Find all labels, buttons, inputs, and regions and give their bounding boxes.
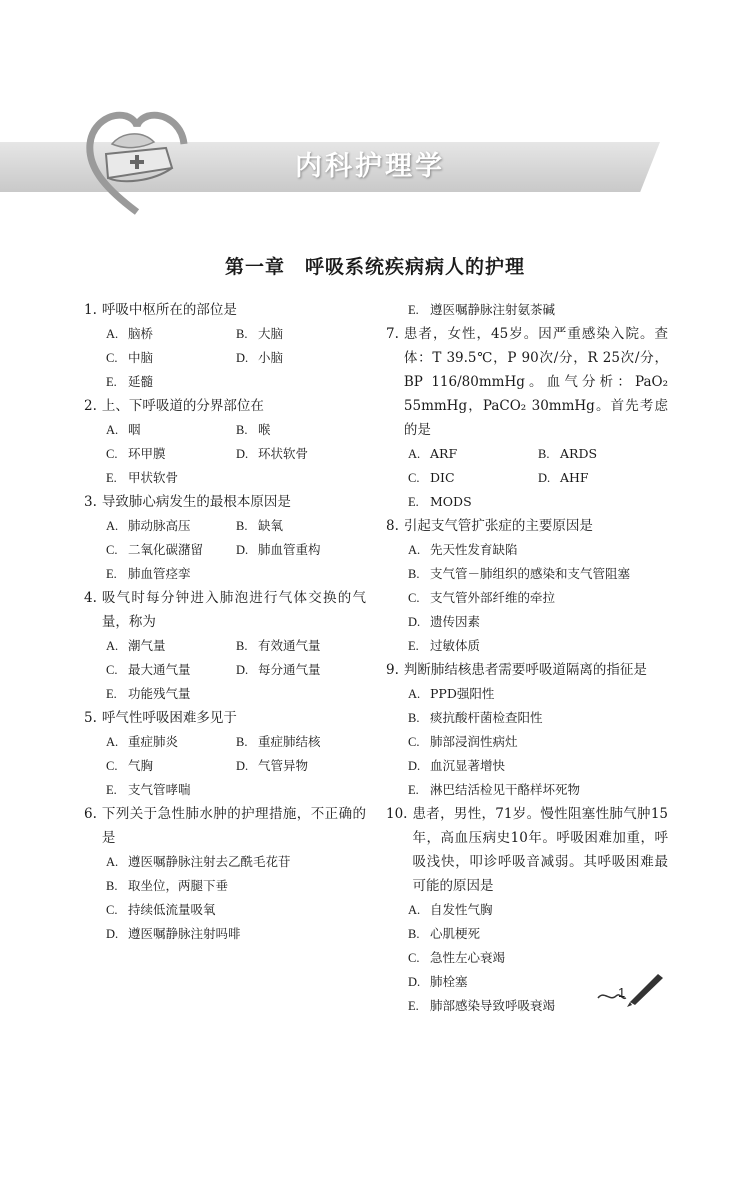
option-item bbox=[106, 322, 236, 346]
option-text: 二氧化碳潴留 bbox=[128, 542, 204, 557]
question-number: 5. bbox=[84, 710, 97, 726]
option-letter: B. bbox=[408, 567, 420, 581]
option-text: 重症肺炎 bbox=[128, 734, 179, 749]
option-text: 大脑 bbox=[258, 326, 284, 341]
option-item bbox=[106, 562, 191, 586]
option-text: 延髓 bbox=[128, 374, 154, 389]
option-letter: D. bbox=[236, 351, 249, 365]
option-text: MODS bbox=[430, 494, 472, 509]
option-text: AHF bbox=[560, 470, 589, 485]
option-text: 气胸 bbox=[128, 758, 154, 773]
option-letter: E. bbox=[106, 687, 117, 701]
option-text: 急性左心衰竭 bbox=[430, 950, 506, 965]
question-text: 导致肺心病发生的最根本原因是 bbox=[101, 494, 291, 510]
option-item bbox=[236, 418, 366, 442]
option-letter: E. bbox=[408, 999, 419, 1013]
question-number: 1. bbox=[84, 302, 97, 318]
option-text: 有效通气量 bbox=[258, 638, 321, 653]
question-number: 3. bbox=[84, 494, 97, 510]
option-row bbox=[386, 682, 668, 706]
option-item bbox=[106, 466, 178, 490]
option-text: 缺氧 bbox=[258, 518, 284, 533]
option-letter: C. bbox=[106, 903, 118, 917]
option-item bbox=[538, 466, 668, 490]
question-stem bbox=[84, 490, 366, 514]
question-text: 患者，男性，71岁。慢性阻塞性肺气肿15年，高血压病史10年。呼吸困难加重，呼吸浅快，叩诊呼吸音减弱。其呼吸困难最可能的原因是 bbox=[412, 806, 668, 894]
question-item bbox=[84, 394, 366, 490]
option-row bbox=[386, 898, 668, 922]
option-text: 心肌梗死 bbox=[430, 926, 481, 941]
option-row bbox=[386, 586, 668, 610]
option-text: 肺动脉高压 bbox=[128, 518, 191, 533]
option-letter: B. bbox=[408, 711, 420, 725]
option-text: 支气管哮喘 bbox=[128, 782, 191, 797]
option-row bbox=[84, 898, 366, 922]
option-item bbox=[408, 922, 480, 946]
question-text: 患者，女性，45岁。因严重感染入院。查体：T 39.5℃，P 90次/分，R 25次/分，BP 116/80mmHg。血气分析：PaO₂ 55mmHg，PaCO₂ 30mmHg。首先考虑的是 bbox=[403, 326, 668, 438]
option-letter: D. bbox=[236, 663, 249, 677]
option-letter: A. bbox=[106, 519, 119, 533]
question-text: 判断肺结核患者需要呼吸道隔离的指征是 bbox=[403, 662, 647, 678]
option-letter: A. bbox=[106, 855, 119, 869]
option-letter: E. bbox=[408, 495, 419, 509]
option-text: 痰抗酸杆菌检查阳性 bbox=[430, 710, 543, 725]
option-letter: B. bbox=[236, 735, 248, 749]
option-row bbox=[84, 418, 366, 442]
option-row bbox=[386, 706, 668, 730]
option-letter: E. bbox=[408, 783, 419, 797]
option-item bbox=[236, 754, 366, 778]
option-item bbox=[236, 634, 366, 658]
option-item bbox=[236, 658, 366, 682]
question-text: 呼气性呼吸困难多见于 bbox=[101, 710, 237, 726]
option-item bbox=[538, 442, 668, 466]
option-letter: E. bbox=[106, 471, 117, 485]
option-letter: C. bbox=[106, 543, 118, 557]
option-letter: E. bbox=[408, 303, 419, 317]
option-text: PPD强阳性 bbox=[430, 686, 495, 701]
question-stem bbox=[386, 802, 668, 898]
option-text: 肺栓塞 bbox=[430, 974, 468, 989]
option-letter: A. bbox=[408, 543, 421, 557]
option-text: 遵医嘱静脉注射吗啡 bbox=[128, 926, 241, 941]
option-letter: A. bbox=[106, 327, 119, 341]
question-item bbox=[84, 490, 366, 586]
option-item bbox=[408, 490, 472, 514]
option-row bbox=[84, 466, 366, 490]
option-row bbox=[386, 538, 668, 562]
option-item bbox=[106, 634, 236, 658]
option-item bbox=[408, 898, 493, 922]
option-row bbox=[84, 754, 366, 778]
option-letter: D. bbox=[236, 447, 249, 461]
option-item bbox=[106, 850, 291, 874]
option-text: 肺部感染导致呼吸衰竭 bbox=[430, 998, 556, 1013]
question-stem bbox=[386, 514, 668, 538]
option-letter: D. bbox=[236, 759, 249, 773]
option-item bbox=[236, 538, 366, 562]
option-text: 甲状软骨 bbox=[128, 470, 179, 485]
page-number: 1 bbox=[618, 985, 626, 1000]
option-letter: C. bbox=[106, 351, 118, 365]
option-text: 肺部浸润性病灶 bbox=[430, 734, 518, 749]
question-stem bbox=[84, 298, 366, 322]
option-row bbox=[84, 538, 366, 562]
option-text: 最大通气量 bbox=[128, 662, 191, 677]
option-text: ARDS bbox=[560, 446, 598, 461]
option-item bbox=[106, 778, 191, 802]
question-text: 吸气时每分钟进入肺泡进行气体交换的气量，称为 bbox=[101, 590, 366, 630]
option-row bbox=[386, 634, 668, 658]
question-stem bbox=[84, 586, 366, 634]
option-item bbox=[106, 898, 216, 922]
option-letter: B. bbox=[236, 639, 248, 653]
pen-icon bbox=[596, 968, 668, 1008]
option-letter: D. bbox=[408, 975, 421, 989]
option-item bbox=[106, 922, 241, 946]
option-text: 支气管外部纤维的牵拉 bbox=[430, 590, 556, 605]
chapter-title: 第一章 呼吸系统疾病病人的护理 bbox=[224, 256, 525, 278]
left-column bbox=[84, 298, 366, 946]
option-item bbox=[236, 346, 366, 370]
option-row bbox=[84, 874, 366, 898]
option-text: 过敏体质 bbox=[430, 638, 481, 653]
option-item bbox=[408, 682, 494, 706]
option-item bbox=[106, 682, 191, 706]
question-text: 下列关于急性肺水肿的护理措施，不正确的是 bbox=[101, 806, 366, 846]
option-letter: A. bbox=[408, 447, 421, 461]
option-row bbox=[84, 442, 366, 466]
option-letter: D. bbox=[106, 927, 119, 941]
option-letter: C. bbox=[408, 951, 420, 965]
option-item bbox=[236, 322, 366, 346]
option-row bbox=[84, 658, 366, 682]
option-row bbox=[386, 730, 668, 754]
option-item bbox=[106, 370, 153, 394]
option-item bbox=[236, 514, 366, 538]
option-text: 持续低流量吸氧 bbox=[128, 902, 216, 917]
option-letter: C. bbox=[106, 759, 118, 773]
question-number: 2. bbox=[84, 398, 97, 414]
option-text: 喉 bbox=[258, 422, 271, 437]
book-title: 内科护理学 bbox=[295, 151, 445, 182]
option-item bbox=[408, 538, 518, 562]
option-letter: B. bbox=[538, 447, 550, 461]
option-row bbox=[386, 442, 668, 466]
option-item bbox=[408, 946, 505, 970]
question-number: 7. bbox=[386, 326, 399, 342]
option-letter: D. bbox=[408, 759, 421, 773]
question-item bbox=[84, 802, 366, 946]
option-item bbox=[106, 658, 236, 682]
option-letter: B. bbox=[408, 927, 420, 941]
option-text: 潮气量 bbox=[128, 638, 166, 653]
question-item bbox=[84, 586, 366, 706]
option-row bbox=[386, 922, 668, 946]
option-letter: B. bbox=[236, 519, 248, 533]
option-row bbox=[386, 778, 668, 802]
option-letter: B. bbox=[106, 879, 118, 893]
option-item bbox=[408, 586, 555, 610]
option-text: 肺血管重构 bbox=[258, 542, 321, 557]
option-item bbox=[106, 874, 228, 898]
option-letter: B. bbox=[236, 423, 248, 437]
option-letter: D. bbox=[538, 471, 551, 485]
option-text: 遗传因素 bbox=[430, 614, 481, 629]
option-letter: A. bbox=[106, 735, 119, 749]
option-row bbox=[84, 682, 366, 706]
option-row bbox=[386, 610, 668, 634]
option-row bbox=[84, 346, 366, 370]
option-row bbox=[84, 322, 366, 346]
option-letter: C. bbox=[408, 735, 420, 749]
question-number: 8. bbox=[386, 518, 399, 534]
option-letter: E. bbox=[408, 639, 419, 653]
option-letter: D. bbox=[408, 615, 421, 629]
right-column bbox=[386, 298, 668, 1018]
option-letter: C. bbox=[106, 447, 118, 461]
question-stem bbox=[84, 802, 366, 850]
question-stem bbox=[84, 394, 366, 418]
question-item bbox=[386, 658, 668, 802]
option-text: 肺血管痉挛 bbox=[128, 566, 191, 581]
option-item bbox=[408, 706, 543, 730]
option-item bbox=[106, 418, 236, 442]
option-item bbox=[408, 634, 480, 658]
option-text: 遵医嘱静脉注射氨茶碱 bbox=[430, 302, 556, 317]
option-text: DIC bbox=[430, 470, 455, 485]
question-number: 4. bbox=[84, 590, 97, 606]
option-row bbox=[386, 298, 668, 322]
option-item bbox=[106, 538, 236, 562]
option-letter: B. bbox=[236, 327, 248, 341]
option-row bbox=[84, 730, 366, 754]
option-text: 血沉显著增快 bbox=[430, 758, 506, 773]
option-text: 环甲膜 bbox=[128, 446, 166, 461]
option-text: 淋巴结活检见干酪样坏死物 bbox=[430, 782, 581, 797]
option-text: 气管异物 bbox=[258, 758, 309, 773]
option-row bbox=[386, 466, 668, 490]
question-text: 上、下呼吸道的分界部位在 bbox=[101, 398, 264, 414]
option-text: 取坐位，两腿下垂 bbox=[128, 878, 229, 893]
option-row bbox=[84, 562, 366, 586]
question-number: 10. bbox=[386, 806, 408, 822]
option-letter: A. bbox=[106, 423, 119, 437]
option-item bbox=[106, 514, 236, 538]
option-item bbox=[408, 442, 538, 466]
option-row bbox=[84, 850, 366, 874]
option-letter: E. bbox=[106, 567, 117, 581]
option-text: 脑桥 bbox=[128, 326, 154, 341]
question-number: 9. bbox=[386, 662, 399, 678]
option-row bbox=[84, 922, 366, 946]
option-item bbox=[106, 754, 236, 778]
option-item bbox=[236, 442, 366, 466]
option-letter: A. bbox=[408, 903, 421, 917]
option-text: 功能残气量 bbox=[128, 686, 191, 701]
option-item bbox=[408, 754, 505, 778]
option-letter: A. bbox=[106, 639, 119, 653]
option-text: 咽 bbox=[128, 422, 141, 437]
option-item bbox=[408, 994, 555, 1018]
option-item bbox=[236, 730, 366, 754]
option-text: 遵医嘱静脉注射去乙酰毛花苷 bbox=[128, 854, 291, 869]
option-letter: A. bbox=[408, 687, 421, 701]
option-row bbox=[386, 946, 668, 970]
option-letter: E. bbox=[106, 783, 117, 797]
option-text: 支气管－肺组织的感染和支气管阻塞 bbox=[430, 566, 631, 581]
option-text: 先天性发育缺陷 bbox=[430, 542, 518, 557]
option-item bbox=[408, 610, 480, 634]
question-item bbox=[386, 322, 668, 514]
option-item bbox=[408, 730, 518, 754]
option-text: 小脑 bbox=[258, 350, 284, 365]
question-text: 引起支气管扩张症的主要原因是 bbox=[403, 518, 593, 534]
question-item bbox=[84, 706, 366, 802]
option-letter: E. bbox=[106, 375, 117, 389]
option-row bbox=[84, 370, 366, 394]
option-text: 自发性气胸 bbox=[430, 902, 493, 917]
option-row bbox=[84, 778, 366, 802]
option-item bbox=[106, 442, 236, 466]
option-row bbox=[84, 634, 366, 658]
option-row bbox=[386, 490, 668, 514]
option-row bbox=[386, 562, 668, 586]
option-letter: C. bbox=[408, 471, 420, 485]
question-stem bbox=[386, 322, 668, 442]
option-item bbox=[408, 562, 630, 586]
question-stem bbox=[84, 706, 366, 730]
option-item bbox=[408, 778, 580, 802]
question-stem bbox=[386, 658, 668, 682]
option-item bbox=[408, 970, 468, 994]
option-letter: D. bbox=[236, 543, 249, 557]
option-item bbox=[106, 730, 236, 754]
option-text: 环状软骨 bbox=[258, 446, 309, 461]
option-text: ARF bbox=[430, 446, 458, 461]
option-item bbox=[408, 466, 538, 490]
option-text: 重症肺结核 bbox=[258, 734, 321, 749]
option-item bbox=[106, 346, 236, 370]
option-letter: C. bbox=[106, 663, 118, 677]
option-letter: C. bbox=[408, 591, 420, 605]
question-text: 呼吸中枢所在的部位是 bbox=[101, 302, 237, 318]
question-item bbox=[84, 298, 366, 394]
option-text: 中脑 bbox=[128, 350, 154, 365]
option-text: 每分通气量 bbox=[258, 662, 321, 677]
question-item bbox=[386, 514, 668, 658]
option-row bbox=[84, 514, 366, 538]
option-row bbox=[386, 754, 668, 778]
question-number: 6. bbox=[84, 806, 97, 822]
option-item bbox=[408, 298, 555, 322]
